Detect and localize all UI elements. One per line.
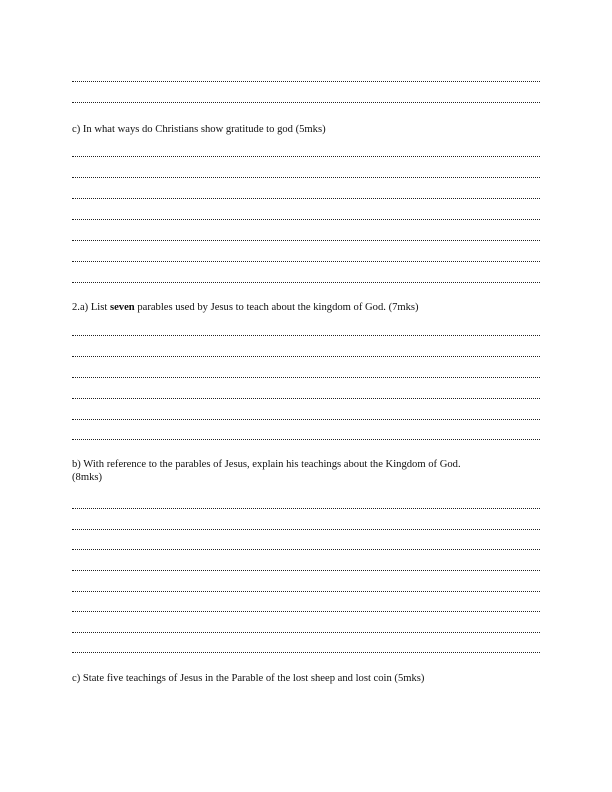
- answer-line: [72, 377, 540, 378]
- answer-line: [72, 81, 540, 82]
- question-2a-prefix: 2.a) List: [72, 302, 110, 313]
- question-1c: c) In what ways do Christians show gratitude to god (5mks): [72, 124, 326, 135]
- answer-line: [72, 261, 540, 262]
- question-2c: c) State five teachings of Jesus in the Parable of the lost sheep and lost coin (5mks): [72, 673, 425, 684]
- answer-line: [72, 419, 540, 420]
- question-2a-emphasis: seven: [109, 302, 135, 313]
- answer-line: [72, 240, 540, 241]
- question-2b-line2: (8mks): [72, 471, 103, 483]
- answer-line: [72, 508, 540, 509]
- answer-line: [72, 439, 540, 440]
- answer-line: [72, 219, 540, 220]
- answer-line: [72, 632, 540, 633]
- question-2a: [72, 302, 542, 315]
- answer-line: [72, 356, 540, 357]
- question-2b: [72, 459, 542, 484]
- answer-line: [72, 398, 540, 399]
- answer-line: [72, 282, 540, 283]
- answer-line: [72, 335, 540, 336]
- answer-line: [72, 177, 540, 178]
- answer-line: [72, 529, 540, 530]
- answer-line: [72, 102, 540, 103]
- answer-line: [72, 652, 540, 653]
- answer-line: [72, 570, 540, 571]
- question-2a-suffix: parables used by Jesus to teach about the kingdom of God. (7mks): [134, 302, 419, 313]
- question-2b-line1: b) With reference to the parables of Jesus, explain his teachings about the Kingdom of God.: [72, 459, 461, 470]
- answer-line: [72, 549, 540, 550]
- answer-line: [72, 156, 540, 157]
- answer-line: [72, 611, 540, 612]
- answer-line: [72, 198, 540, 199]
- answer-line: [72, 591, 540, 592]
